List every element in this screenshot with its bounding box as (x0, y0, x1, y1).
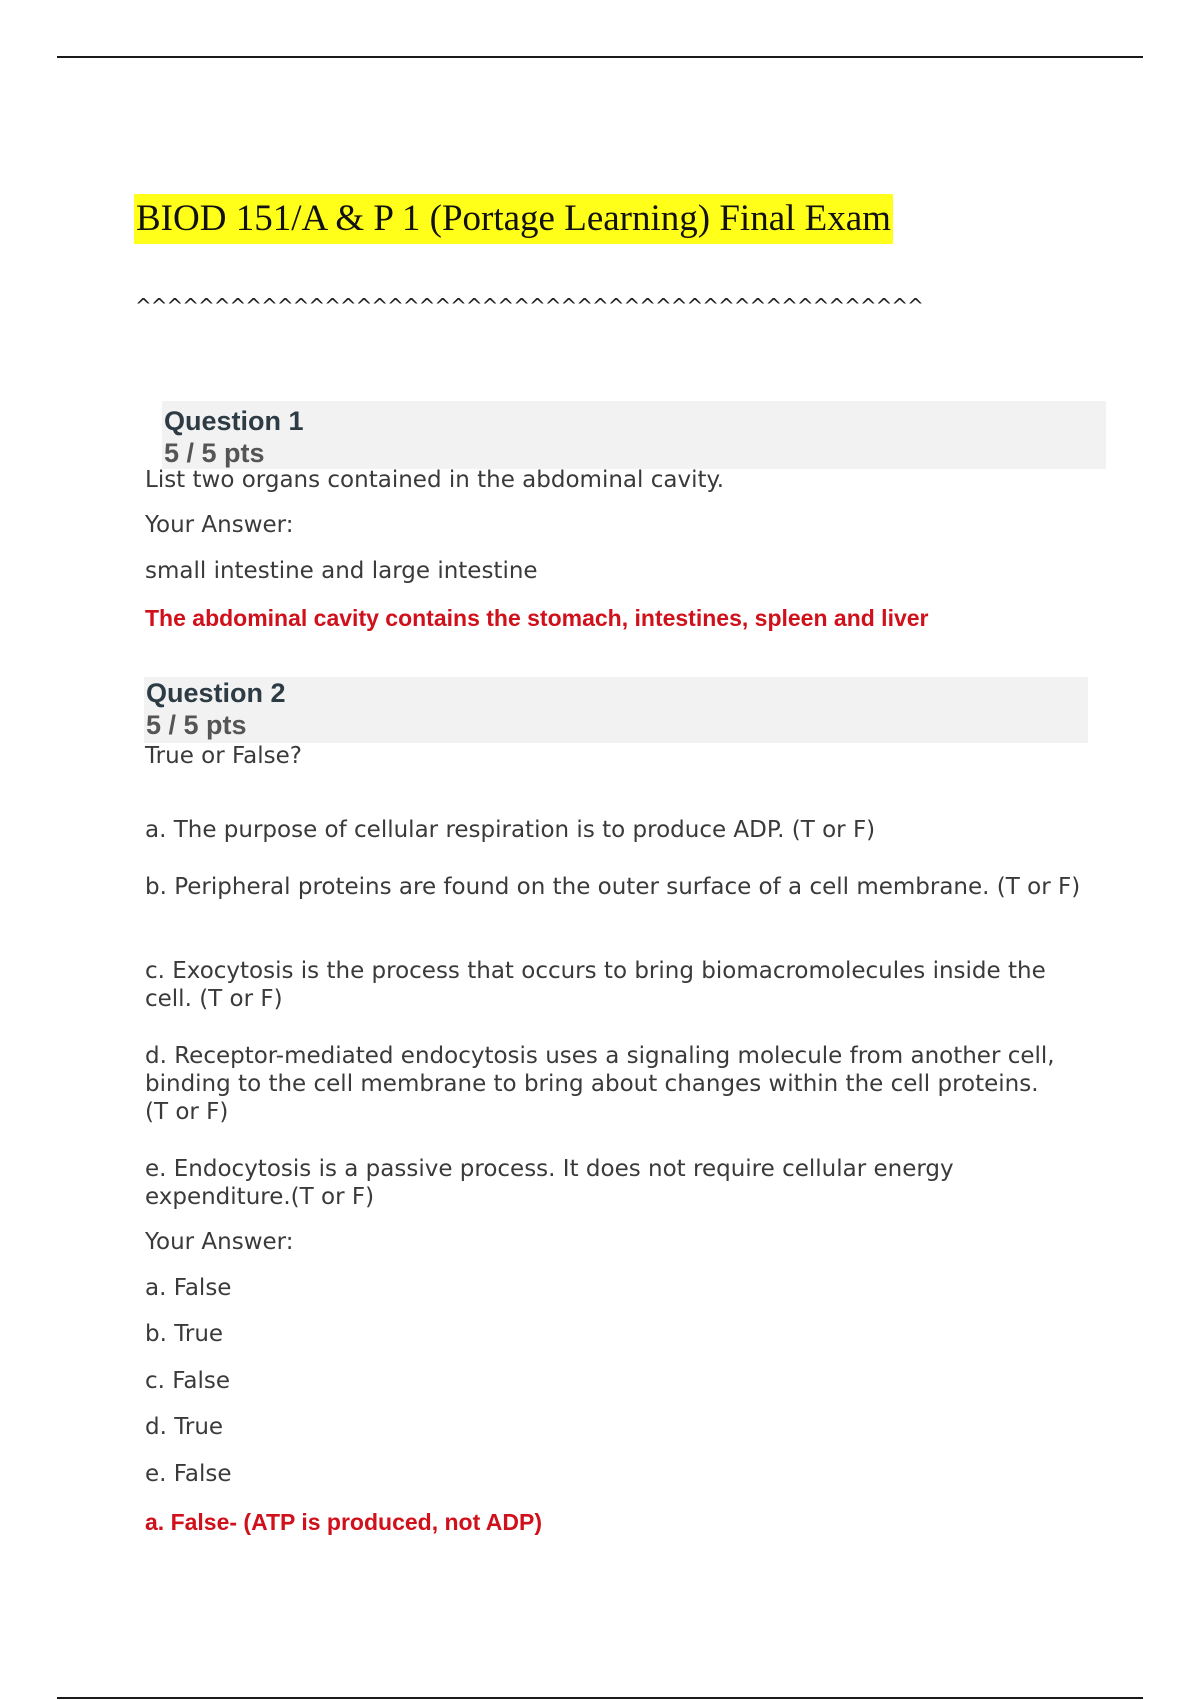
question-1-your-answer-label: Your Answer: (145, 512, 294, 538)
question-2-item-a: a. The purpose of cellular respiration is to produce ADP. (T or F) (145, 817, 876, 843)
question-2-answer-d: d. True (145, 1414, 224, 1440)
question-2-item-e: e. Endocytosis is a passive process. It does not require cellular energy expenditure.(T or F) (145, 1156, 954, 1210)
question-1-points: 5 / 5 pts (164, 438, 265, 468)
question-2-title: Question 2 (146, 678, 286, 708)
question-2-answer-b: b. True (145, 1321, 224, 1347)
question-1-feedback: The abdominal cavity contains the stomach, intestines, spleen and liver (145, 605, 929, 631)
question-2-item-d: d. Receptor-mediated endocytosis uses a signaling molecule from another cell, binding to the cell membrane to bring about changes within the cell proteins. (T or F) (145, 1043, 1055, 1125)
question-1-header (162, 401, 1106, 469)
question-2-your-answer-label: Your Answer: (145, 1229, 294, 1255)
page-title: BIOD 151/A & P 1 (Portage Learning) Final Exam (134, 194, 893, 244)
question-2-answer-e: e. False (145, 1461, 232, 1487)
question-2-answer-c: c. False (145, 1368, 231, 1394)
question-2-feedback: a. False- (ATP is produced, not ADP) (145, 1509, 543, 1535)
question-2-item-b: b. Peripheral proteins are found on the outer surface of a cell membrane. (T or F) (145, 874, 1081, 900)
question-2-points: 5 / 5 pts (146, 710, 247, 740)
question-2-header (144, 677, 1088, 743)
caret-separator: ^^^^^^^^^^^^^^^^^^^^^^^^^^^^^^^^^^^^^^^^^^^^^^^^^^ (135, 294, 923, 318)
question-2-answer-a: a. False (145, 1275, 232, 1301)
bottom-rule (57, 1697, 1143, 1699)
question-1-prompt: List two organs contained in the abdominal cavity. (145, 467, 725, 493)
top-rule (57, 56, 1143, 58)
question-1-title: Question 1 (164, 406, 304, 436)
question-2-prompt: True or False? (145, 743, 302, 769)
question-1-answer: small intestine and large intestine (145, 558, 538, 584)
question-2-item-c: c. Exocytosis is the process that occurs to bring biomacromolecules inside the cell. (T or F) (145, 958, 1046, 1012)
